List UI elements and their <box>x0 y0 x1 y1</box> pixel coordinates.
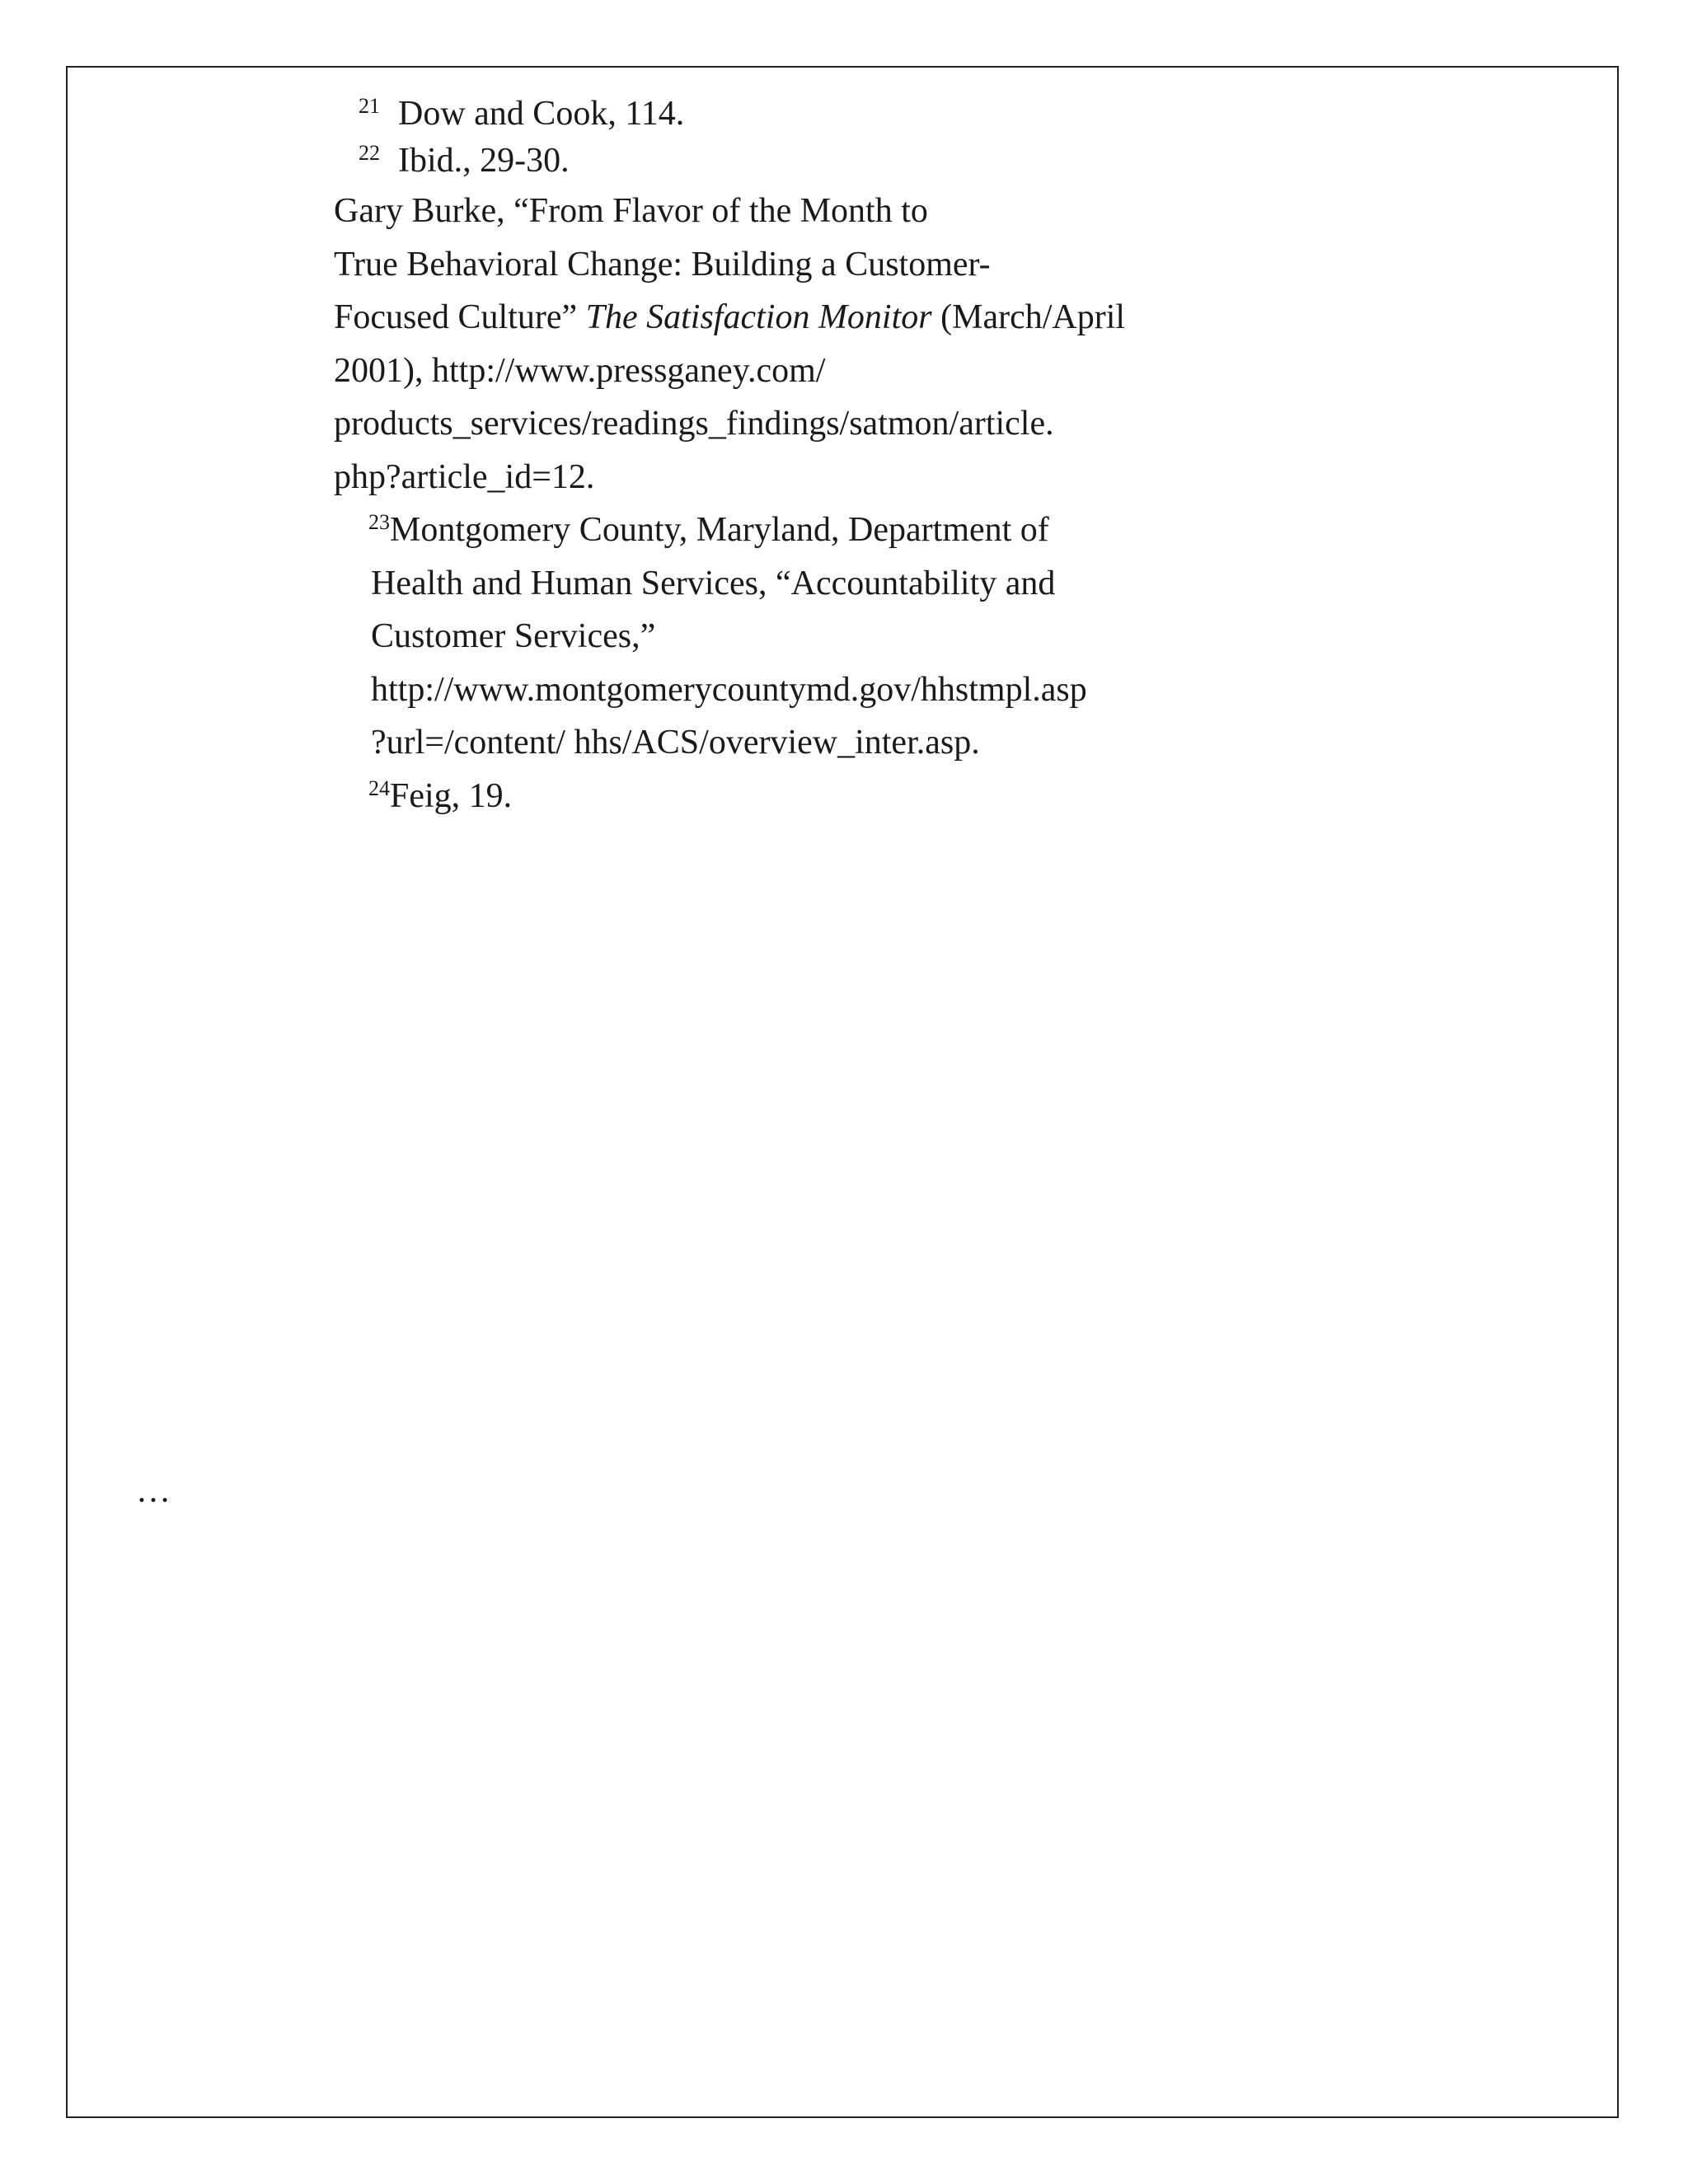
endnote-23-line-4: http://www.montgomerycountymd.gov/hhstmpl.asp <box>371 670 1087 709</box>
burke-citation-line-4: 2001), http://www.pressganey.com/ <box>334 351 826 390</box>
endnote-24-number: 24 <box>368 776 390 800</box>
endnote-23 <box>334 504 1240 557</box>
endnote-21-number: 21 <box>359 94 380 118</box>
burke-publication-title: The Satisfaction Monitor <box>585 298 932 336</box>
burke-citation-line-3-pre: Focused Culture” <box>334 298 578 336</box>
endnote-22-number: 22 <box>359 141 380 165</box>
burke-citation-line-1: Gary Burke, “From Flavor of the Month to <box>334 192 928 230</box>
endnote-22-text: Ibid., 29-30. <box>398 142 570 180</box>
endnote-24 <box>334 770 1240 823</box>
endnote-23-line-5: ?url=/content/ hhs/ACS/overview_inter.asp. <box>371 724 980 762</box>
endnotes-block <box>334 91 1240 823</box>
endnote-21 <box>334 91 1240 138</box>
endnote-23-line-2: Health and Human Services, “Accountability and <box>371 564 1056 602</box>
endnote-21-text: Dow and Cook, 114. <box>398 95 685 133</box>
endnote-23-line-1: Montgomery County, Maryland, Department of <box>390 511 1049 549</box>
endnote-23-number: 23 <box>368 510 390 534</box>
burke-citation-line-3-post: (March/April <box>940 298 1126 336</box>
endnote-23-line-3: Customer Services,” <box>371 617 656 655</box>
ellipsis-marker: … <box>136 1472 172 1510</box>
burke-citation-line-2: True Behavioral Change: Building a Customer- <box>334 245 991 284</box>
endnote-24-text: Feig, 19. <box>390 776 513 815</box>
burke-citation-line-3 <box>334 291 1240 344</box>
endnote-22 <box>334 138 1240 185</box>
burke-citation-line-6: php?article_id=12. <box>334 457 595 496</box>
burke-citation-line-5: products_services/readings_findings/satmon/article. <box>334 405 1054 443</box>
